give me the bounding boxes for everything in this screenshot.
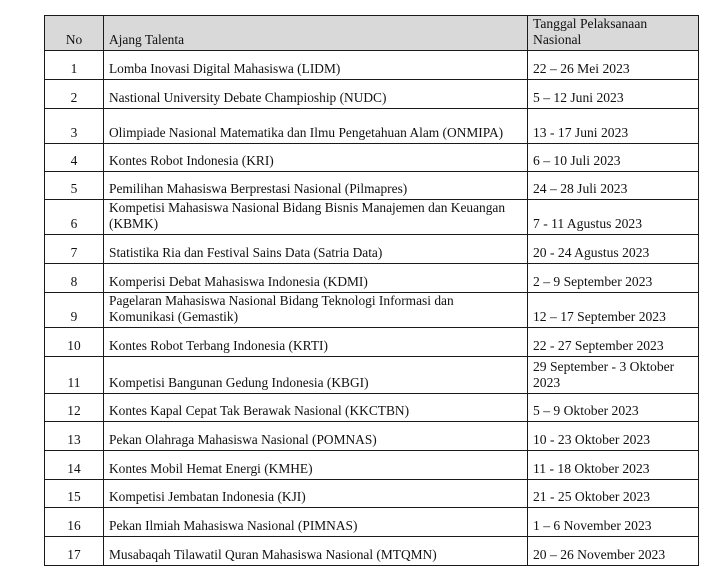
event-name: Statistika Ria dan Festival Sains Data (Satria Data) xyxy=(104,235,528,264)
row-number: 14 xyxy=(45,451,104,480)
row-number: 4 xyxy=(45,144,104,172)
table-header-row xyxy=(45,16,699,51)
row-number: 3 xyxy=(45,109,104,144)
table-row xyxy=(45,451,699,480)
table-row xyxy=(45,264,699,293)
table-row xyxy=(45,172,699,200)
table-row xyxy=(45,422,699,451)
event-date: 7 - 11 Agustus 2023 xyxy=(528,200,699,235)
event-date: 13 - 17 Juni 2023 xyxy=(528,109,699,144)
event-date: 29 September - 3 Oktober 2023 xyxy=(528,357,699,394)
event-name: Kontes Robot Indonesia (KRI) xyxy=(104,144,528,172)
event-name: Komperisi Debat Mahasiswa Indonesia (KDMI) xyxy=(104,264,528,293)
event-date: 6 – 10 Juli 2023 xyxy=(528,144,699,172)
table-row xyxy=(45,293,699,328)
event-date: 22 - 27 September 2023 xyxy=(528,328,699,357)
event-date: 20 – 26 November 2023 xyxy=(528,537,699,566)
event-name: Pekan Ilmiah Mahasiswa Nasional (PIMNAS) xyxy=(104,508,528,537)
event-name: Pekan Olahraga Mahasiswa Nasional (POMNAS) xyxy=(104,422,528,451)
header-event: Ajang Talenta xyxy=(104,16,528,51)
table-row xyxy=(45,109,699,144)
row-number: 1 xyxy=(45,51,104,80)
event-date: 12 – 17 September 2023 xyxy=(528,293,699,328)
event-name: Pemilihan Mahasiswa Berprestasi Nasional (Pilmapres) xyxy=(104,172,528,200)
table-row xyxy=(45,80,699,109)
table-row xyxy=(45,51,699,80)
event-date: 24 – 28 Juli 2023 xyxy=(528,172,699,200)
event-name: Kontes Robot Terbang Indonesia (KRTI) xyxy=(104,328,528,357)
row-number: 6 xyxy=(45,200,104,235)
event-date: 2 – 9 September 2023 xyxy=(528,264,699,293)
event-date: 22 – 26 Mei 2023 xyxy=(528,51,699,80)
event-name: Kompetisi Bangunan Gedung Indonesia (KBGI) xyxy=(104,357,528,394)
event-date: 21 - 25 Oktober 2023 xyxy=(528,480,699,508)
event-name: Olimpiade Nasional Matematika dan Ilmu Pengetahuan Alam (ONMIPA) xyxy=(104,109,528,144)
table-row xyxy=(45,537,699,566)
table-row xyxy=(45,200,699,235)
event-name: Nastional University Debate Champioship (NUDC) xyxy=(104,80,528,109)
table-row xyxy=(45,508,699,537)
table-row xyxy=(45,328,699,357)
row-number: 11 xyxy=(45,357,104,394)
row-number: 2 xyxy=(45,80,104,109)
header-date: Tanggal Pelaksanaan Nasional xyxy=(528,16,699,51)
talent-events-table xyxy=(44,15,699,566)
event-date: 11 - 18 Oktober 2023 xyxy=(528,451,699,480)
event-name: Kontes Mobil Hemat Energi (KMHE) xyxy=(104,451,528,480)
table-row xyxy=(45,144,699,172)
event-date: 5 – 12 Juni 2023 xyxy=(528,80,699,109)
table-row xyxy=(45,480,699,508)
event-date: 20 - 24 Agustus 2023 xyxy=(528,235,699,264)
row-number: 10 xyxy=(45,328,104,357)
event-name: Kompetisi Jembatan Indonesia (KJI) xyxy=(104,480,528,508)
header-no: No xyxy=(45,16,104,51)
table-row xyxy=(45,235,699,264)
event-name: Pagelaran Mahasiswa Nasional Bidang Teknologi Informasi dan Komunikasi (Gemastik) xyxy=(104,293,528,328)
event-date: 5 – 9 Oktober 2023 xyxy=(528,394,699,422)
row-number: 15 xyxy=(45,480,104,508)
row-number: 17 xyxy=(45,537,104,566)
table-row xyxy=(45,357,699,394)
row-number: 5 xyxy=(45,172,104,200)
row-number: 16 xyxy=(45,508,104,537)
row-number: 8 xyxy=(45,264,104,293)
event-name: Lomba Inovasi Digital Mahasiswa (LIDM) xyxy=(104,51,528,80)
event-name: Kompetisi Mahasiswa Nasional Bidang Bisnis Manajemen dan Keuangan (KBMK) xyxy=(104,200,528,235)
table-body xyxy=(45,51,699,566)
event-name: Kontes Kapal Cepat Tak Berawak Nasional (KKCTBN) xyxy=(104,394,528,422)
row-number: 12 xyxy=(45,394,104,422)
table-row xyxy=(45,394,699,422)
event-date: 10 - 23 Oktober 2023 xyxy=(528,422,699,451)
row-number: 7 xyxy=(45,235,104,264)
event-name: Musabaqah Tilawatil Quran Mahasiswa Nasional (MTQMN) xyxy=(104,537,528,566)
row-number: 9 xyxy=(45,293,104,328)
row-number: 13 xyxy=(45,422,104,451)
event-date: 1 – 6 November 2023 xyxy=(528,508,699,537)
